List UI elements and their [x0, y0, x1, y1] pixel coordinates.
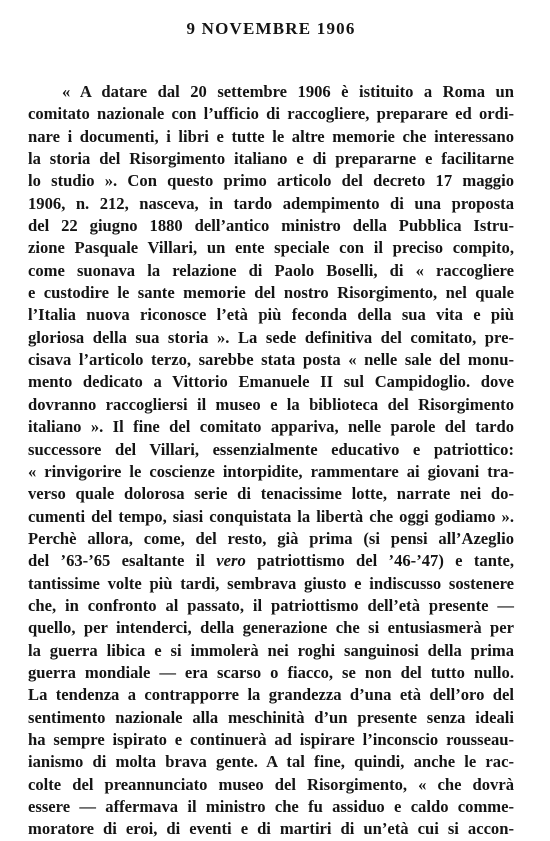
text-line: italiano ». Il fine del comitato appariva, nelle parole del tardo	[28, 417, 514, 437]
body-text	[28, 81, 514, 841]
text-line: e custodire le sante memorie del nostro Risorgimento, nel quale	[28, 283, 514, 303]
italic-word: vero	[216, 551, 246, 571]
text-line: la guerra libica e si immolerà nei roghi sanguinosi della prima	[28, 640, 514, 660]
text-line: del 22 giugno 1880 dell’antico ministro della Pubblica Istru-	[28, 216, 514, 236]
page-heading: 9 NOVEMBRE 1906	[186, 19, 356, 38]
text-line: l’Italia nuova riconosce l’età più feconda della sua vita e più	[28, 305, 514, 325]
text-line: ianismo di molta brava gente. A tal fine, quindi, anche le rac-	[28, 752, 514, 772]
text-line: colte del preannunciato museo del Risorgimento, « che dovrà	[28, 774, 514, 794]
text-line: successore del Villari, essenzialmente educativo e patriottico:	[28, 439, 514, 459]
text-line: « A datare dal 20 settembre 1906 è istituito a Roma un	[62, 82, 514, 101]
text-segment: Perchè allora, come, del resto, già prima (si pensi all’Azeglio	[28, 528, 514, 548]
text-segment: patriottismo del ’46-’47) e tante,	[245, 551, 514, 571]
text-line: La tendenza a contrapporre la grandezza d’una età dell’oro del	[28, 685, 514, 705]
text-line: come suonava la relazione di Paolo Boselli, di « raccogliere	[28, 260, 514, 280]
text-line	[28, 550, 514, 572]
text-line: mento dedicato a Vittorio Emanuele II sul Campidoglio. dove	[28, 372, 514, 392]
text-line: dovranno raccogliersi il museo e la biblioteca del Risorgimento	[28, 394, 514, 414]
text-line: tantissime volte più tardi, sembrava giusto e indiscusso sostenere	[28, 573, 514, 593]
text-segment: del ’63-’65 esaltante il	[28, 551, 217, 571]
text-line: verso quale dolorosa serie di tenacissime lotte, narrate nei do-	[28, 484, 514, 504]
text-line: nare i documenti, i libri e tutte le altre memorie che interessano	[28, 126, 514, 146]
text-line: lo studio ». Con questo primo articolo del decreto 17 maggio	[28, 171, 514, 191]
text-line: zione Pasquale Villari, un ente speciale con il preciso compito,	[28, 238, 514, 258]
text-line: gloriosa della sua storia ». La sede definitiva del comitato, pre-	[28, 327, 514, 347]
text-line: quello, per intenderci, della generazione che si entusiasmerà per	[28, 618, 514, 638]
text-line: guerra mondiale — era scarso o fiacco, se non del tutto nullo.	[28, 662, 514, 682]
text-line: ha sempre ispirato e continuerà ad ispirare l’inconscio rousseau-	[28, 729, 514, 749]
text-line	[28, 528, 514, 550]
text-line: 1906, n. 212, nasceva, in tardo adempimento di una proposta	[28, 193, 514, 213]
text-line: « rinvigorire le coscienze intorpidite, rammentare ai giovani tra-	[28, 461, 514, 481]
text-line: comitato nazionale con l’ufficio di raccogliere, preparare ed ordi-	[28, 104, 514, 124]
text-line: cisava l’articolo terzo, sarebbe stata posta « nelle sale del monu-	[28, 350, 514, 370]
text-line: sentimento nazionale alla meschinità d’un presente senza ideali	[28, 707, 514, 727]
text-line: moratore di eroi, di eventi e di martiri di un’età cui si accon-	[28, 819, 514, 839]
text-line: cumenti del tempo, siasi conquistata la libertà che oggi godiamo ».	[28, 506, 514, 526]
text-line: essere — affermava il ministro che fu assiduo e caldo comme-	[28, 797, 514, 816]
text-line: che, in confronto al passato, il patriottismo dell’età presente —	[28, 595, 514, 615]
text-line: la storia del Risorgimento italiano e di prepararne e facilitarne	[28, 149, 514, 169]
